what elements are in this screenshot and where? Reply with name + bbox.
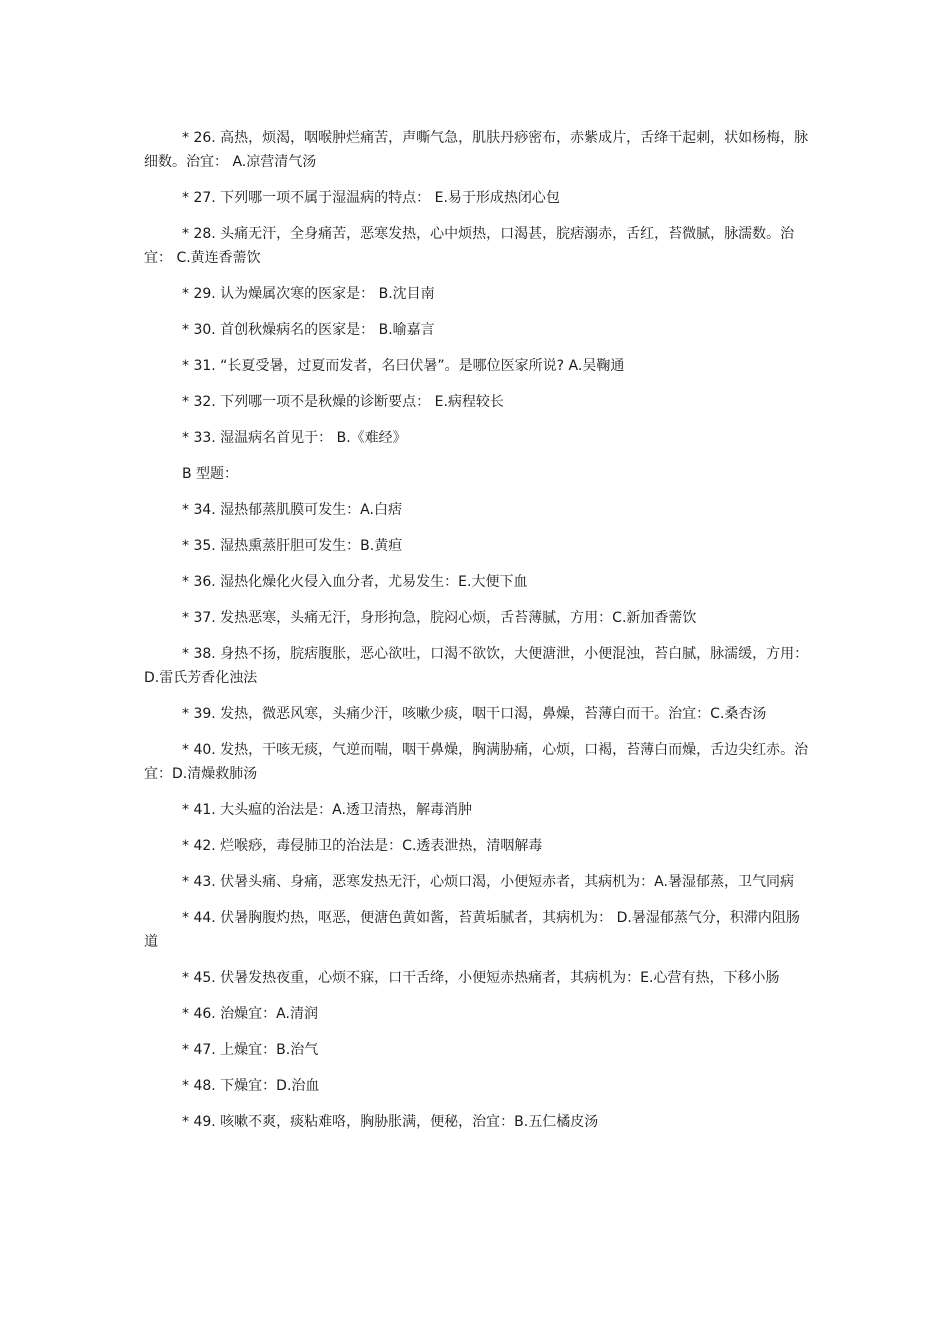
- question-26: * 26. 高热，烦渴，咽喉肿烂痛苦，声嘶气急，肌肤丹痧密布，赤紫成片，舌绛干起刺，状如杨梅，脉细数。治宜： A.凉营清气汤: [144, 130, 809, 170]
- question-29: * 29. 认为燥属次寒的医家是： B.沈目南: [182, 286, 435, 302]
- question-36: * 36. 湿热化燥化火侵入血分者，尤易发生：E.大便下血: [182, 574, 528, 590]
- question-47: * 47. 上燥宜：B.治气: [182, 1042, 319, 1058]
- question-49: * 49. 咳嗽不爽，痰粘难咯，胸胁胀满，便秘，治宜：B.五仁橘皮汤: [182, 1114, 599, 1130]
- question-46: * 46. 治燥宜：A.清润: [182, 1006, 318, 1022]
- question-34: * 34. 湿热郁蒸肌膜可发生：A.白痞: [182, 502, 402, 518]
- question-38: * 38. 身热不扬，脘痞腹胀，恶心欲吐，口渴不欲饮，大便溏泄，小便混浊，苔白腻，脉濡缓，方用：D.雷氏芳香化浊法: [144, 646, 809, 686]
- question-45: * 45. 伏暑发热夜重，心烦不寐，口干舌绛，小便短赤热痛者，其病机为：E.心营有热，下移小肠: [182, 970, 780, 986]
- question-33: * 33. 湿温病名首见于： B.《难经》: [182, 430, 407, 446]
- question-48: * 48. 下燥宜：D.治血: [182, 1078, 320, 1094]
- question-32: * 32. 下列哪一项不是秋燥的诊断要点： E.病程较长: [182, 394, 504, 410]
- question-30: * 30. 首创秋燥病名的医家是： B.喻嘉言: [182, 322, 435, 338]
- question-list: [144, 126, 812, 1146]
- question-43: * 43. 伏暑头痛、身痛，恶寒发热无汗，心烦口渴，小便短赤者，其病机为：A.暑湿郁蒸，卫气同病: [182, 874, 794, 890]
- section-heading-b-type: B 型题：: [182, 466, 239, 482]
- question-44: * 44. 伏暑胸腹灼热，呕恶，便溏色黄如酱，苔黄垢腻者，其病机为： D.暑湿郁蒸气分，积滞内阻肠道: [144, 910, 800, 950]
- question-35: * 35. 湿热熏蒸肝胆可发生：B.黄疸: [182, 538, 403, 554]
- question-37: * 37. 发热恶寒，头痛无汗，身形拘急，脘闷心烦，舌苔薄腻，方用：C.新加香薷饮: [182, 610, 697, 626]
- question-40: * 40. 发热，干咳无痰，气逆而喘，咽干鼻燥，胸满胁痛，心烦，口褐，苔薄白而燥，舌边尖红赤。治宜：D.清燥救肺汤: [144, 742, 809, 782]
- question-39: * 39. 发热，微恶风寒，头痛少汗，咳嗽少痰，咽干口渴，鼻燥，苔薄白而干。治宜：C.桑杏汤: [182, 706, 767, 722]
- question-28: * 28. 头痛无汗，全身痛苦，恶寒发热，心中烦热，口渴甚，脘痞溺赤，舌红，苔微腻，脉濡数。治宜： C.黄连香薷饮: [144, 226, 795, 266]
- question-27: * 27. 下列哪一项不属于湿温病的特点： E.易于形成热闭心包: [182, 190, 560, 206]
- question-31: * 31. “长夏受暑，过夏而发者，名曰伏暑”。是哪位医家所说? A.吴鞠通: [182, 358, 625, 374]
- question-42: * 42. 烂喉痧，毒侵肺卫的治法是：C.透表泄热，清咽解毒: [182, 838, 543, 854]
- question-41: * 41. 大头瘟的治法是：A.透卫清热，解毒消肿: [182, 802, 472, 818]
